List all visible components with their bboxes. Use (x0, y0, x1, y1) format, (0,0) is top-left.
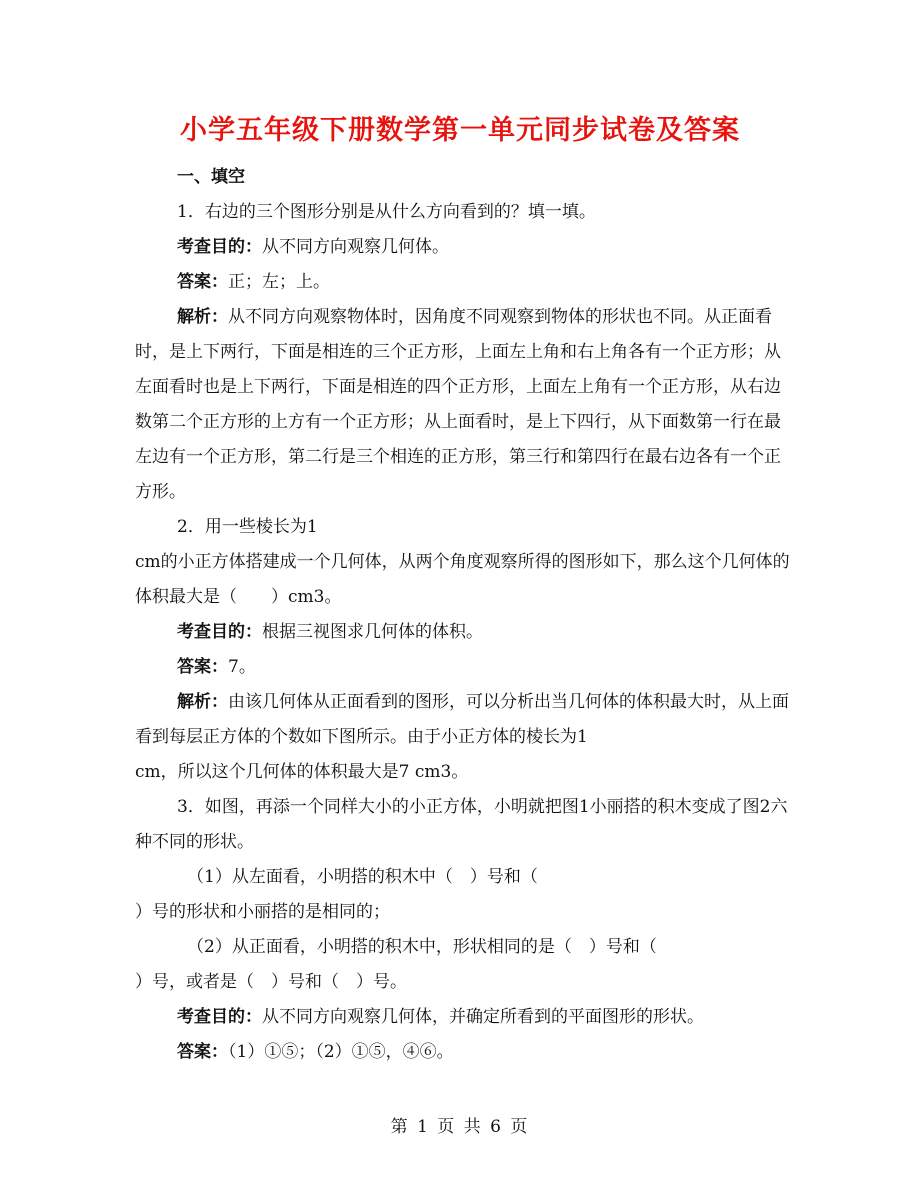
document-body (135, 160, 795, 1070)
document-title: 小学五年级下册数学第一单元同步试卷及答案 (180, 115, 740, 146)
q2-question-line2: cm的小正方体搭建成一个几何体，从两个角度观察所得的图形如下，那么这个几何体的体积最大是（ ）cm3。 (135, 552, 790, 607)
q3-sub2-line1: （2）从正面看，小明搭的积木中，形状相同的是（ ）号和（ (187, 937, 657, 957)
q2-question-line1: 2．用一些棱长为1 (177, 517, 318, 537)
q3-question: 3．如图，再添一个同样大小的小正方体，小明就把图1小丽搭的积木变成了图2六种不同的形状。 (135, 797, 788, 852)
q2-aim-text: 根据三视图求几何体的体积。 (262, 622, 483, 642)
q3-sub2-line2: ）号，或者是（ ）号和（ ）号。 (135, 972, 407, 992)
q1-aim-label: 考查目的： (177, 237, 262, 257)
q3-answer-text: （1）①⑤；（2）①⑤，④⑥。 (228, 1042, 454, 1062)
q1-question: 1．右边的三个图形分别是从什么方向看到的？填一填。 (177, 202, 596, 222)
section-heading-fill-in: 一、填空 (177, 167, 245, 187)
q1-answer-text: 正；左；上。 (228, 272, 330, 292)
page-footer: 第 1 页 共 6 页 (390, 1117, 530, 1137)
q1-analysis-label: 解析： (177, 307, 228, 327)
q3-aim (135, 1000, 795, 1035)
q1-aim (135, 230, 795, 265)
q2-answer-label: 答案： (177, 657, 228, 677)
q1-aim-text: 从不同方向观察几何体。 (262, 237, 449, 257)
q3-aim-text: 从不同方向观察几何体，并确定所看到的平面图形的形状。 (262, 1007, 704, 1027)
q2-analysis-text: 由该几何体从正面看到的图形，可以分析出当几何体的体积最大时，从上面看到每层正方体的个数如下图所示。由于小正方体的棱长为1 (135, 692, 789, 747)
q3-sub1-line2: ）号的形状和小丽搭的是相同的； (135, 902, 390, 922)
q2-aim-label: 考查目的： (177, 622, 262, 642)
q2-analysis-label: 解析： (177, 692, 228, 712)
q2-aim (135, 615, 795, 650)
q2-analysis-line2: cm，所以这个几何体的体积最大是7 cm3。 (135, 762, 469, 782)
q2-analysis (135, 685, 795, 755)
q1-analysis (135, 300, 795, 510)
q2-answer (135, 650, 795, 685)
q3-answer (135, 1035, 795, 1070)
q1-answer-label: 答案： (177, 272, 228, 292)
q1-answer (135, 265, 795, 300)
q1-analysis-text: 从不同方向观察物体时，因角度不同观察到物体的形状也不同。从正面看时，是上下两行，下面是相连的三个正方形，上面左上角和右上角各有一个正方形；从左面看时也是上下两行，下面是相连的四个正方形，上面左上角有一个正方形，从右边数第二个正方形的上方有一个正方形；从上面看时，是上下四行，从下面数第一行在最左边有一个正方形，第二行是三个相连的正方形，第三行和第四行在最右边各有一个正方形。 (135, 307, 781, 502)
q3-aim-label: 考查目的： (177, 1007, 262, 1027)
q3-answer-label: 答案： (177, 1042, 228, 1062)
q2-answer-text: 7。 (228, 657, 256, 677)
q3-sub1-line1: （1）从左面看，小明搭的积木中（ ）号和（ (187, 867, 538, 887)
